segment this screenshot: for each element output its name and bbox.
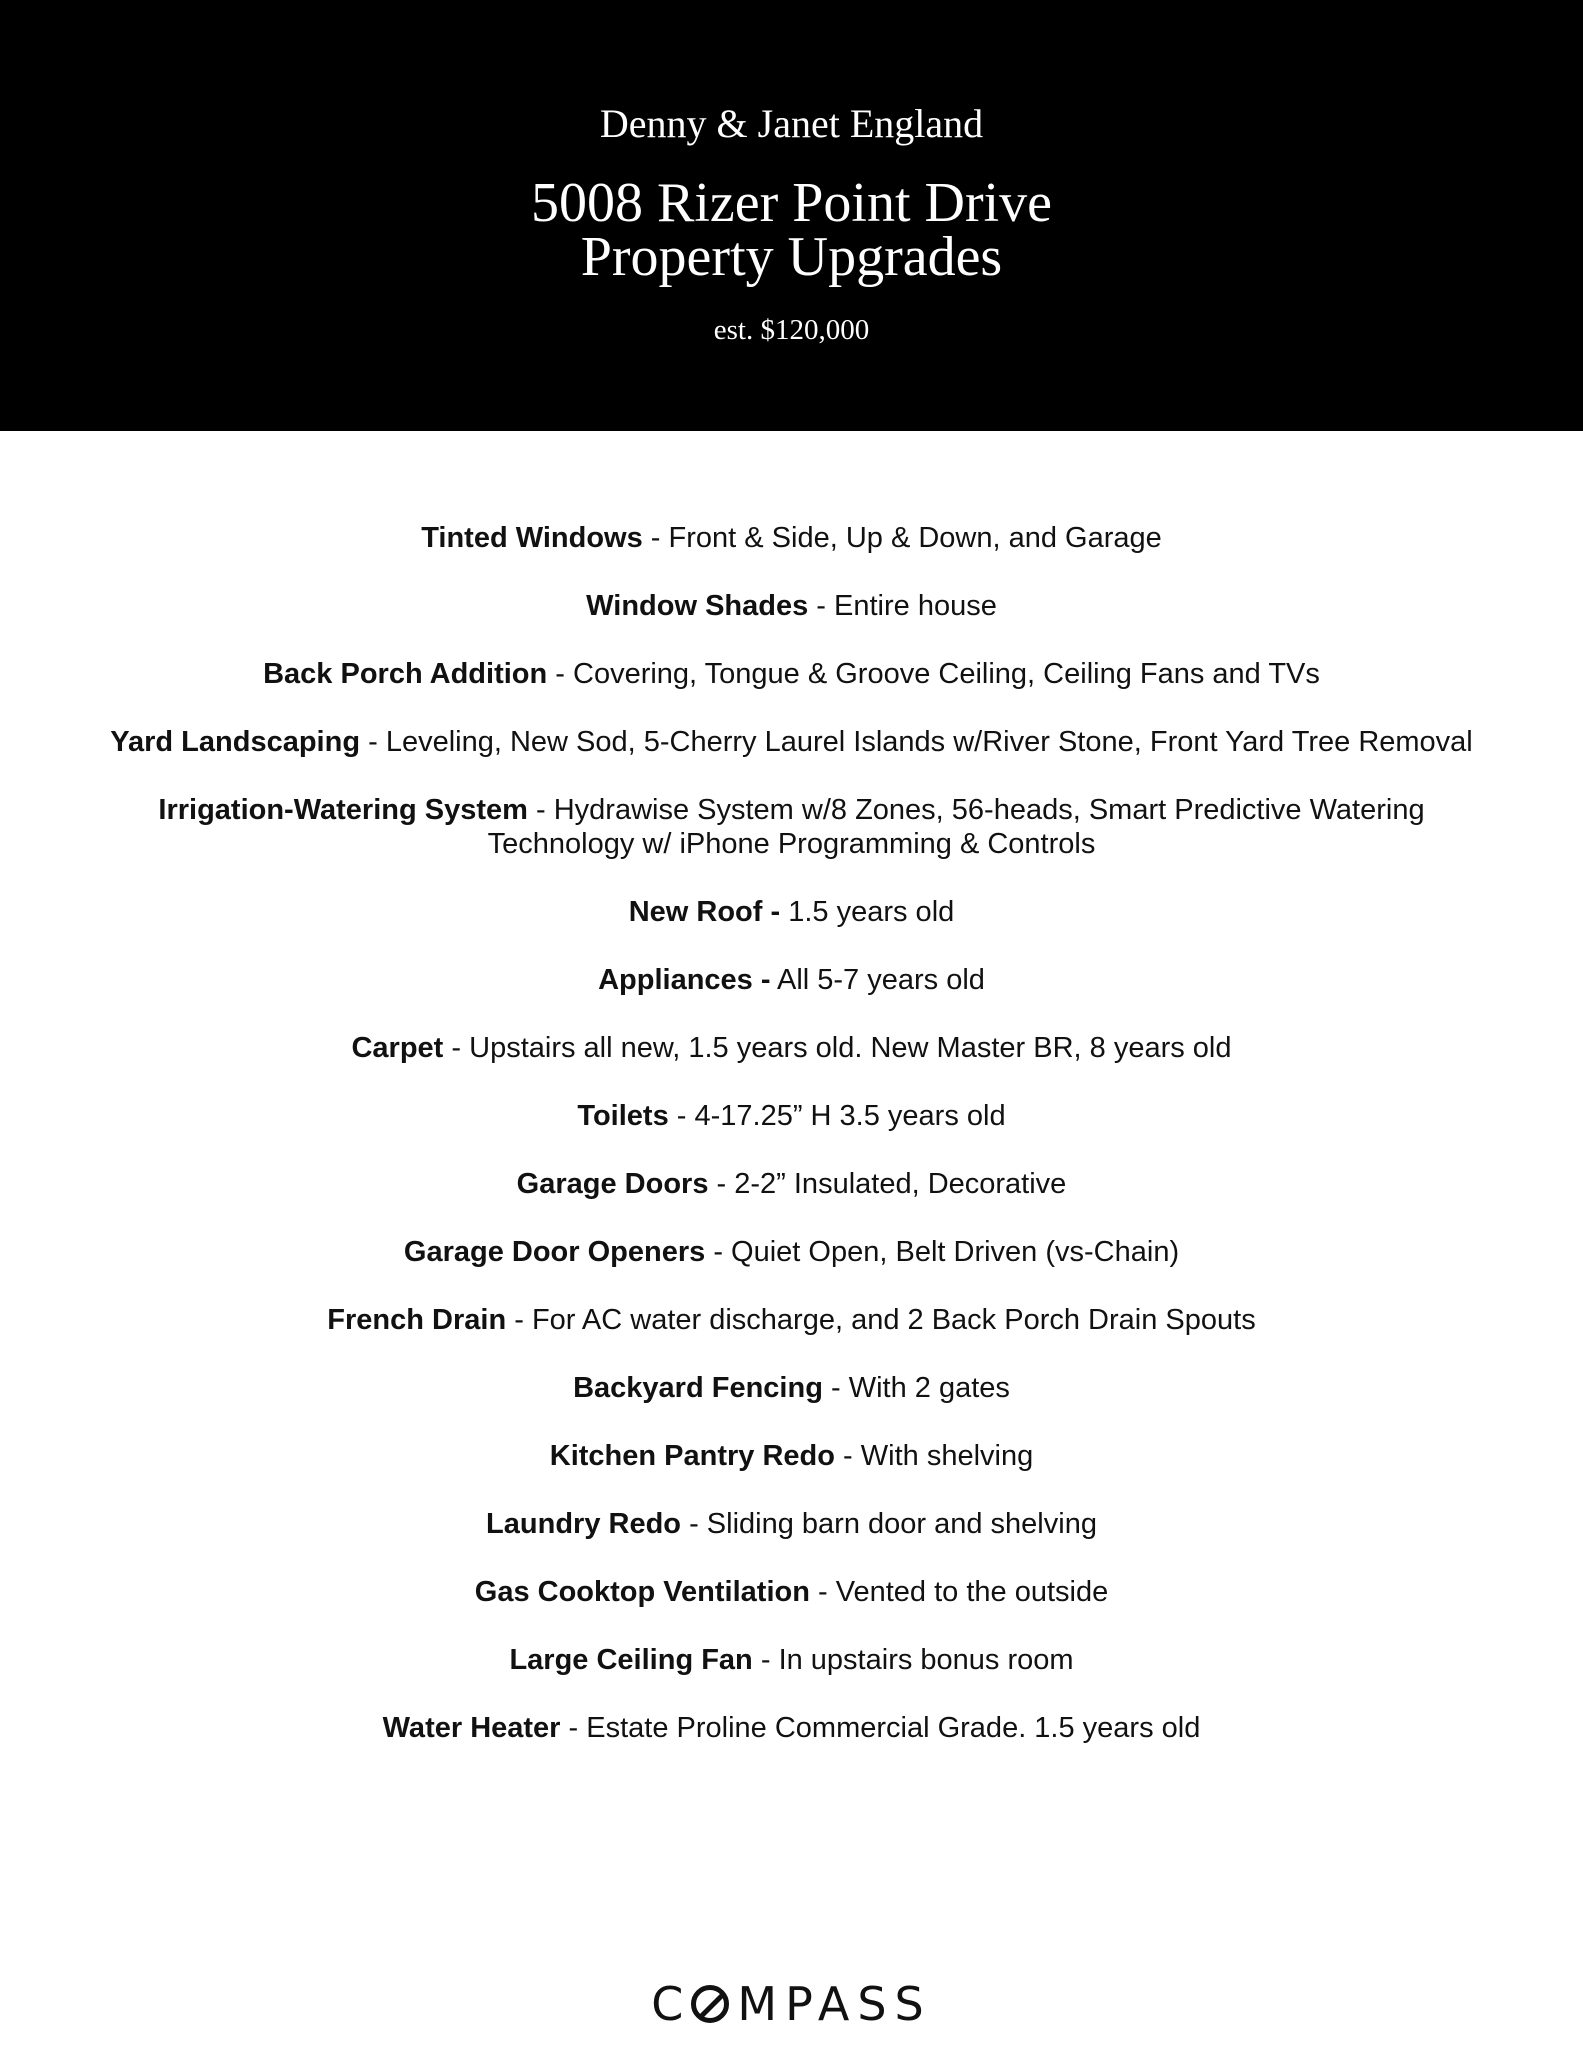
upgrade-separator: - xyxy=(506,1304,532,1336)
upgrade-separator: - xyxy=(360,726,386,758)
upgrade-separator: - xyxy=(752,1644,779,1676)
upgrade-name: Gas Cooktop Ventilation xyxy=(474,1576,810,1608)
upgrade-detail: With shelving xyxy=(860,1440,1034,1472)
upgrade-item xyxy=(95,963,1488,997)
upgrade-item xyxy=(95,1711,1488,1745)
upgrade-list xyxy=(95,521,1488,1779)
upgrade-name: Toilets xyxy=(577,1100,669,1132)
upgrade-separator: - xyxy=(809,1576,836,1608)
upgrade-name: Window Shades xyxy=(586,590,809,622)
upgrade-separator xyxy=(780,896,788,928)
upgrade-name: Yard Landscaping xyxy=(110,726,361,758)
upgrade-separator: - xyxy=(443,1032,470,1064)
logo-letter-c: C xyxy=(651,1977,692,2031)
upgrade-item xyxy=(95,725,1488,759)
upgrade-detail: 2-2” Insulated, Decorative xyxy=(734,1168,1067,1200)
owners-name: Denny & Janet England xyxy=(599,101,984,146)
upgrade-item xyxy=(95,895,1488,929)
upgrade-detail: 1.5 years old xyxy=(788,896,955,928)
upgrade-item xyxy=(95,793,1488,861)
upgrade-separator: - xyxy=(547,658,573,690)
upgrade-separator: - xyxy=(834,1440,861,1472)
upgrade-separator: - xyxy=(560,1712,587,1744)
upgrade-separator: - xyxy=(642,522,669,554)
upgrade-name: New Roof - xyxy=(628,896,781,928)
upgrade-detail: With 2 gates xyxy=(848,1372,1010,1404)
upgrade-separator: - xyxy=(708,1168,735,1200)
upgrade-detail: All 5-7 years old xyxy=(776,964,985,996)
upgrade-name: Tinted Windows xyxy=(421,522,643,554)
upgrade-name: French Drain xyxy=(327,1304,507,1336)
upgrade-detail: For AC water discharge, and 2 Back Porch Drain Spouts xyxy=(531,1304,1256,1336)
upgrade-detail: Covering, Tongue & Groove Ceiling, Ceiling Fans and TVs xyxy=(573,658,1320,690)
upgrade-name: Irrigation-Watering System xyxy=(158,794,528,826)
upgrade-item xyxy=(95,521,1488,555)
upgrade-detail: Hydrawise System w/8 Zones, 56-heads, Smart Predictive Watering Technology w/ iPhone Programming & Controls xyxy=(487,794,1425,860)
title-subtitle: Property Upgrades xyxy=(580,226,1003,288)
upgrade-detail: Sliding barn door and shelving xyxy=(706,1508,1097,1540)
upgrade-name: Large Ceiling Fan xyxy=(509,1644,753,1676)
upgrade-detail: Entire house xyxy=(834,590,997,622)
upgrade-detail: In upstairs bonus room xyxy=(778,1644,1074,1676)
upgrade-item xyxy=(95,1099,1488,1133)
upgrade-item xyxy=(95,589,1488,623)
upgrade-item xyxy=(95,1371,1488,1405)
upgrade-separator: - xyxy=(822,1372,849,1404)
upgrade-name: Appliances - xyxy=(598,964,771,996)
upgrade-item xyxy=(95,1643,1488,1677)
upgrade-detail: Vented to the outside xyxy=(835,1576,1109,1608)
upgrade-item xyxy=(95,1575,1488,1609)
upgrade-name: Garage Door Openers xyxy=(403,1236,706,1268)
upgrade-separator: - xyxy=(527,794,554,826)
upgrade-item xyxy=(95,657,1488,691)
upgrade-name: Carpet xyxy=(351,1032,444,1064)
upgrade-detail: Upstairs all new, 1.5 years old. New Master BR, 8 years old xyxy=(469,1032,1232,1064)
upgrade-detail: 4-17.25” H 3.5 years old xyxy=(694,1100,1006,1132)
upgrade-detail: Leveling, New Sod, 5-Cherry Laurel Islands w/River Stone, Front Yard Tree Removal xyxy=(385,726,1473,758)
logo-letters-rest: MPASS xyxy=(737,1977,932,2031)
upgrade-name: Water Heater xyxy=(382,1712,561,1744)
upgrade-separator: - xyxy=(808,590,835,622)
upgrade-item xyxy=(95,1439,1488,1473)
compass-o-icon xyxy=(691,1985,729,2023)
upgrade-name: Laundry Redo xyxy=(486,1508,682,1540)
address-line: 5008 Rizer Point Drive xyxy=(530,172,1053,234)
header-banner xyxy=(0,0,1583,431)
upgrade-name: Kitchen Pantry Redo xyxy=(549,1440,835,1472)
upgrade-name: Back Porch Addition xyxy=(263,658,548,690)
upgrade-item xyxy=(95,1167,1488,1201)
upgrade-item xyxy=(95,1507,1488,1541)
upgrade-detail: Estate Proline Commercial Grade. 1.5 years old xyxy=(586,1712,1201,1744)
upgrade-detail: Quiet Open, Belt Driven (vs-Chain) xyxy=(731,1236,1180,1268)
upgrade-separator: - xyxy=(705,1236,732,1268)
upgrade-separator: - xyxy=(668,1100,695,1132)
upgrade-item xyxy=(95,1303,1488,1337)
upgrade-name: Garage Doors xyxy=(516,1168,709,1200)
upgrade-item xyxy=(95,1031,1488,1065)
upgrade-detail: Front & Side, Up & Down, and Garage xyxy=(668,522,1162,554)
estimate-value: est. $120,000 xyxy=(713,314,870,346)
upgrade-separator: - xyxy=(681,1508,707,1540)
upgrade-name: Backyard Fencing xyxy=(573,1372,823,1404)
compass-logo xyxy=(0,1976,1583,2032)
page-title xyxy=(0,172,1583,288)
upgrade-item xyxy=(95,1235,1488,1269)
